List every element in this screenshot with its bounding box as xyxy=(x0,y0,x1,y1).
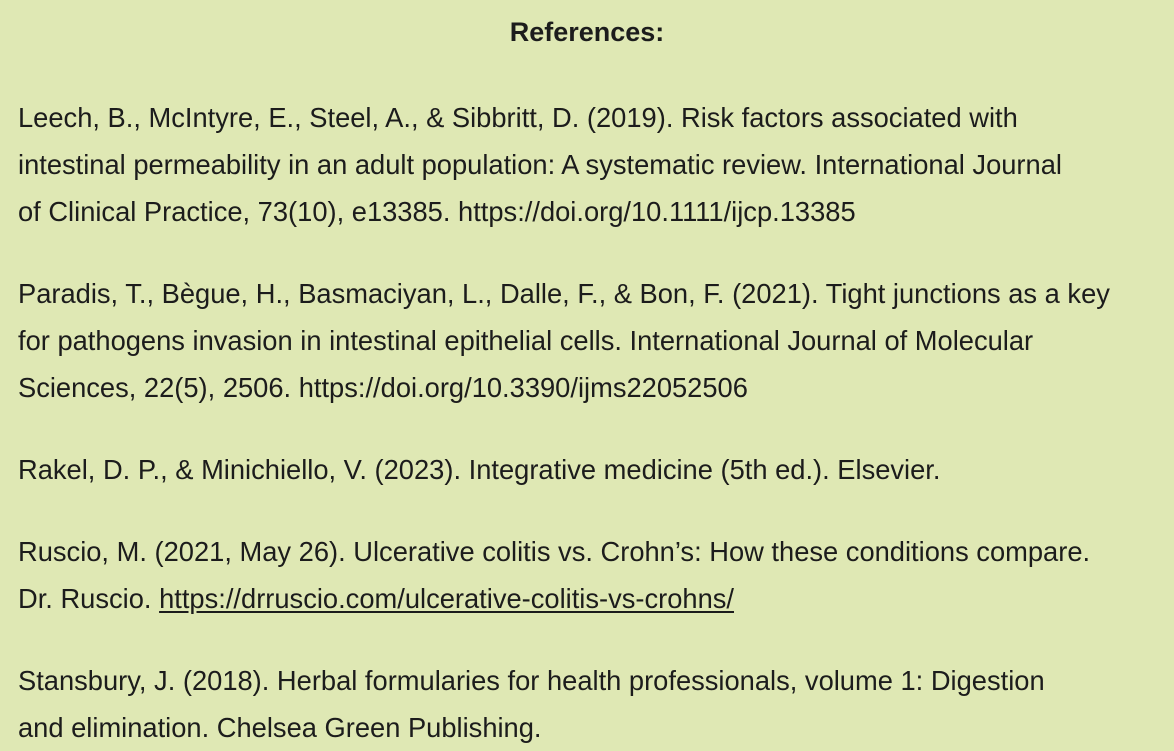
reference-item-leech xyxy=(18,94,1156,235)
reference-line: and elimination. Chelsea Green Publishing. xyxy=(18,712,542,743)
reference-line: of Clinical Practice, 73(10), e13385. https://doi.org/10.1111/ijcp.13385 xyxy=(18,196,856,227)
reference-line: Stansbury, J. (2018). Herbal formularies for health professionals, volume 1: Digestion xyxy=(18,665,1045,696)
reference-text: Dr. Ruscio. xyxy=(18,583,160,614)
reference-list xyxy=(18,94,1156,751)
reference-line: Leech, B., McIntyre, E., Steel, A., & Sibbritt, D. (2019). Risk factors associated with xyxy=(18,102,1018,133)
reference-line: intestinal permeability in an adult population: A systematic review. International Journal xyxy=(18,149,1062,180)
reference-line: Rakel, D. P., & Minichiello, V. (2023). Integrative medicine (5th ed.). Elsevier. xyxy=(18,454,941,485)
reference-item-ruscio xyxy=(18,528,1156,622)
reference-link[interactable]: https://drruscio.com/ulcerative-colitis-vs-crohns/ xyxy=(159,583,734,614)
reference-item-stansbury xyxy=(18,657,1156,751)
reference-line: Sciences, 22(5), 2506. https://doi.org/10.3390/ijms22052506 xyxy=(18,372,748,403)
reference-line: for pathogens invasion in intestinal epithelial cells. International Journal of Molecular xyxy=(18,325,1034,356)
reference-line: Paradis, T., Bègue, H., Basmaciyan, L., Dalle, F., & Bon, F. (2021). Tight junctions as a key xyxy=(18,278,1110,309)
reference-line xyxy=(18,575,1156,622)
page-title: References: xyxy=(509,17,665,47)
reference-item-paradis xyxy=(18,270,1156,411)
reference-line: Ruscio, M. (2021, May 26). Ulcerative colitis vs. Crohn’s: How these conditions compare. xyxy=(18,536,1091,567)
reference-item-rakel xyxy=(18,446,1156,493)
